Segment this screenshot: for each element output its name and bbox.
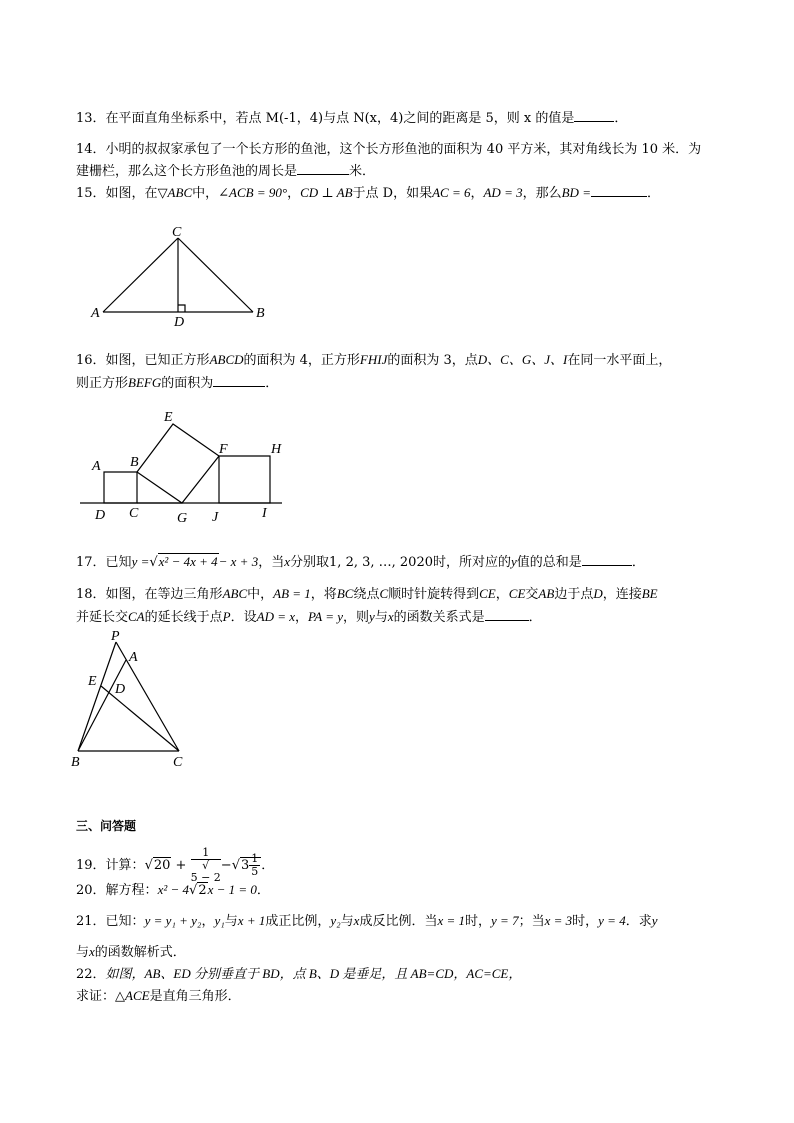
- q21-text1-g: 时，: [465, 914, 492, 929]
- question-18-line2: [76, 607, 542, 627]
- q18-pt-d: D: [593, 586, 603, 601]
- question-22-line2: [76, 987, 241, 1006]
- q21-eq1: y = y₁ + y₂: [144, 913, 202, 928]
- q17-text-d: 时，所对应的: [433, 555, 512, 570]
- q18-text2-a: 并延长交: [76, 610, 129, 625]
- q16-square-fhij: FHIJ: [359, 352, 388, 367]
- q13-answer-blank[interactable]: [574, 108, 614, 122]
- q18-text1-g: 交: [525, 587, 539, 602]
- q17-text-a: 已知: [105, 555, 132, 570]
- question-17: [76, 552, 645, 572]
- q15-text-c: 于点 D，如果: [352, 186, 433, 201]
- q17-number: 17．: [76, 555, 106, 570]
- q17-text-b: ，当: [258, 555, 285, 570]
- q14-number: 14．: [76, 142, 106, 157]
- q17-sqrt-icon: √: [149, 555, 158, 570]
- q18-text2-c: ．设: [230, 610, 257, 625]
- q16-text2-a: 则正方形: [76, 376, 129, 391]
- q21-text1-h: ；当: [518, 914, 545, 929]
- q16-answer-blank[interactable]: [213, 373, 265, 387]
- q16-label-c: C: [129, 506, 139, 521]
- q18-text2-f: 与: [374, 610, 388, 625]
- q16-text1-d: 在同一水平面上，: [567, 353, 672, 368]
- q17-text-c: 分别取: [290, 555, 330, 570]
- q15-end: ．: [646, 186, 660, 201]
- q18-seg-ce: CE: [479, 586, 496, 601]
- q18-label-p: P: [111, 629, 120, 644]
- q18-segment-ce: [101, 686, 179, 751]
- q16-figure: [80, 405, 300, 525]
- q21-text2-a: 与: [76, 945, 90, 960]
- q16-square-befg-shape: [137, 424, 219, 503]
- q17-formula-rest: − x + 3: [218, 554, 259, 569]
- question-13: [76, 108, 627, 128]
- q19-fraction: [191, 847, 221, 884]
- q19-number: 19．: [76, 858, 106, 873]
- q18-seg-ab: AB: [538, 586, 555, 601]
- q19-mixed-frac: [249, 853, 260, 878]
- q14-text2: 建栅栏，那么这个长方形鱼池的周长是: [76, 164, 298, 179]
- q18-text1-i: ，连接: [602, 587, 642, 602]
- q18-text2-g: 的函数关系式是: [393, 610, 485, 625]
- q18-text1-h: 边于点: [554, 587, 594, 602]
- q13-text: 在平面直角坐标系中，若点 M(-1，4)与点 N(x，4)之间的距离是 5，则 x 的值是: [105, 111, 575, 126]
- q16-text1-c: 的面积为 3，点: [387, 353, 478, 368]
- question-14-line2: [76, 161, 375, 181]
- q18-cond2: AD = x: [256, 609, 295, 624]
- q16-label-a: A: [92, 459, 101, 474]
- question-20: [76, 881, 270, 900]
- q18-seg-ce2: CE: [508, 586, 526, 601]
- question-22-line1: [76, 965, 521, 984]
- q16-text1-b: 的面积为 4，正方形: [243, 353, 360, 368]
- q17-formula-y: y =: [131, 554, 150, 569]
- q16-label-j: J: [212, 510, 219, 525]
- q15-cond1: ∠ACB = 90°: [218, 185, 288, 200]
- q19-end: ．: [261, 858, 275, 873]
- q19-sqrt-icon: √: [144, 858, 153, 873]
- q22-triangle: △ACE: [115, 988, 150, 1003]
- q15-cond3: AC = 6: [432, 185, 471, 200]
- q21-cond2: y = 7: [491, 913, 519, 928]
- q16-label-f: F: [219, 442, 228, 457]
- q17-values: 1, 2, 3, …, 2020: [329, 555, 433, 570]
- q18-side-ab: [78, 660, 126, 751]
- q18-text1-a: 如图，在等边三角形: [105, 587, 223, 602]
- q18-seg-bc: BC: [336, 586, 354, 601]
- q16-square-abcd-shape: [104, 472, 137, 503]
- q18-figure: [68, 628, 208, 773]
- q16-text1-a: 如图，已知正方形: [105, 353, 210, 368]
- q21-text1-d: 成正比例，: [265, 914, 331, 929]
- q15-answer-blank[interactable]: [591, 183, 647, 197]
- q18-seg-ca: CA: [128, 609, 145, 624]
- q20-sqrt-icon: √: [189, 883, 198, 898]
- q14-end: 米．: [349, 164, 376, 179]
- q13-end: ．: [614, 111, 628, 126]
- q21-cond3: x = 3: [544, 913, 573, 928]
- q21-text1-e: 与: [340, 914, 354, 929]
- q15-side-bc: [178, 238, 253, 312]
- q18-answer-blank[interactable]: [485, 607, 529, 621]
- q17-var-x: x: [284, 554, 291, 569]
- q21-var-y2: y₂: [330, 913, 341, 928]
- q17-var-y: y: [511, 554, 517, 569]
- q18-label-d: D: [115, 682, 126, 697]
- q18-cond3: PA = y: [308, 609, 344, 624]
- q18-number: 18．: [76, 587, 106, 602]
- q21-number: 21．: [76, 914, 106, 929]
- q21-text1-b: ，: [201, 914, 215, 929]
- q15-number: 15．: [76, 186, 106, 201]
- q15-text-b: 中，: [192, 186, 219, 201]
- q19-plus: +: [171, 858, 191, 873]
- q16-square-abcd: ABCD: [209, 352, 244, 367]
- q15-side-ac: [103, 238, 178, 312]
- q18-text1-c: ，将: [310, 587, 337, 602]
- q18-text1-b: 中，: [247, 587, 274, 602]
- q19-mixed-num: 1: [251, 852, 259, 865]
- q20-root-2: 2: [198, 883, 207, 898]
- q19-frac-num: 1: [191, 847, 221, 860]
- q18-var-x: x: [387, 609, 394, 624]
- q18-label-b: B: [71, 755, 80, 770]
- q20-end: ．: [256, 883, 270, 898]
- q16-label-d: D: [95, 508, 106, 523]
- q15-sep2: ，: [470, 186, 484, 201]
- q21-var-x2: x: [89, 944, 95, 959]
- q17-formula-root: x² − 4x + 4: [158, 554, 218, 569]
- q19-sqrt-icon-2: √: [231, 858, 240, 873]
- q15-label-c: C: [172, 225, 182, 240]
- q16-text2-b: 的面积为: [161, 376, 214, 391]
- q21-text1-c: 与: [224, 914, 238, 929]
- q18-end: ．: [528, 610, 542, 625]
- q15-label-a: A: [91, 306, 100, 321]
- question-14-line1: [76, 141, 701, 159]
- q18-pt-p: P: [222, 609, 231, 624]
- q17-answer-blank[interactable]: [582, 552, 632, 566]
- q13-number: 13．: [76, 111, 106, 126]
- question-16-line2: [76, 373, 278, 393]
- q15-cond5: BD =: [561, 185, 591, 200]
- q21-text2-b: 的函数解析式．: [94, 945, 186, 960]
- q16-number: 16．: [76, 353, 106, 368]
- question-21-line1: [76, 912, 658, 931]
- q19-minus: −: [220, 858, 232, 873]
- q18-text2-b: 的延长线于点: [144, 610, 223, 625]
- question-16-line1: [76, 351, 671, 370]
- q16-points: D、C、G、J、I: [477, 352, 568, 367]
- q21-var-y1: y₁: [214, 913, 225, 928]
- q17-end: ．: [631, 555, 645, 570]
- q15-label-d: D: [174, 315, 185, 330]
- q16-label-i: I: [262, 506, 267, 521]
- q21-cond4: y = 4: [598, 913, 626, 928]
- q22-text2-a: 求证：: [76, 989, 116, 1004]
- q21-text1-j: ．求: [625, 914, 652, 929]
- q16-label-e: E: [164, 410, 173, 425]
- q18-var-y: y: [369, 609, 375, 624]
- q15-text-a: 如图，在: [105, 186, 158, 201]
- q18-text2-d: ，: [295, 610, 309, 625]
- q18-label-a: A: [129, 650, 138, 665]
- q20-text: 解方程：: [105, 883, 158, 898]
- q21-text1-i: 时，: [572, 914, 599, 929]
- q17-text-e: 值的总和是: [516, 555, 582, 570]
- q18-triangle: ABC: [222, 586, 248, 601]
- q18-line-pc: [116, 642, 179, 751]
- q20-eq-a: x² − 4: [157, 882, 190, 897]
- q16-label-g: G: [177, 511, 188, 526]
- q16-end: ．: [265, 376, 279, 391]
- q18-label-c: C: [173, 755, 183, 770]
- q18-seg-be: BE: [641, 586, 658, 601]
- question-18-line1: [76, 585, 658, 604]
- q14-text1: 小明的叔叔家承包了一个长方形的鱼池，这个长方形鱼池的面积为 40 平方米，其对角线长为 10 米．为: [105, 142, 702, 157]
- q19-root-20: 20: [153, 858, 171, 873]
- section-3-title: 三、问答题: [76, 819, 137, 833]
- q19-mixed-whole: 3: [241, 858, 250, 873]
- q19-mixed-den: 5: [251, 865, 259, 878]
- q19-mixed-root: [240, 852, 261, 878]
- q19-frac-den: 5 − 2: [190, 871, 221, 884]
- q18-text1-f: ，: [495, 587, 509, 602]
- q16-label-h: H: [271, 442, 282, 457]
- q20-number: 20．: [76, 883, 106, 898]
- q18-text1-e: 顺时针旋转得到: [388, 587, 480, 602]
- q18-pt-c: C: [379, 586, 389, 601]
- q22-number: 22．: [76, 967, 106, 982]
- q21-expr1: x + 1: [237, 913, 266, 928]
- q16-square-fhij-shape: [219, 456, 270, 503]
- q21-text1-f: 成反比例．当: [359, 914, 438, 929]
- q15-right-angle-mark: [178, 305, 185, 312]
- question-15: [76, 183, 660, 203]
- q16-label-b: B: [130, 455, 139, 470]
- q15-label-b: B: [256, 306, 265, 321]
- q21-cond1: x = 1: [437, 913, 466, 928]
- q22-text1: 如图，AB、ED 分别垂直于 BD，点 B、D 是垂足，且 AB=CD，AC=CE，: [105, 966, 522, 981]
- q16-square-befg: BEFG: [128, 375, 162, 390]
- q18-label-e: E: [88, 674, 97, 689]
- q20-eq-b: x − 1 = 0: [207, 882, 257, 897]
- q15-cond4: AD = 3: [483, 185, 523, 200]
- q21-var-y: y: [651, 913, 658, 928]
- q15-triangle: ▽ABC: [157, 185, 193, 200]
- q15-figure: [88, 220, 288, 330]
- q15-cond2: CD ⊥ AB: [300, 185, 353, 200]
- question-21-line2: [76, 943, 186, 962]
- q19-text: 计算：: [105, 858, 145, 873]
- q18-text1-d: 绕点: [353, 587, 380, 602]
- q14-answer-blank[interactable]: [297, 161, 349, 175]
- q18-text2-e: ，则: [343, 610, 370, 625]
- q18-cond1: AB = 1: [273, 586, 311, 601]
- q21-var-x: x: [353, 913, 360, 928]
- q18-line-bp: [78, 642, 116, 751]
- q15-text-d: ，那么: [522, 186, 562, 201]
- question-19: [76, 847, 274, 884]
- q15-sep1: ，: [287, 186, 301, 201]
- q22-text2-b: 是直角三角形．: [149, 989, 241, 1004]
- q21-text1-a: 已知：: [105, 914, 145, 929]
- q19-frac-den-wrap: √ 5 − 2: [190, 859, 221, 884]
